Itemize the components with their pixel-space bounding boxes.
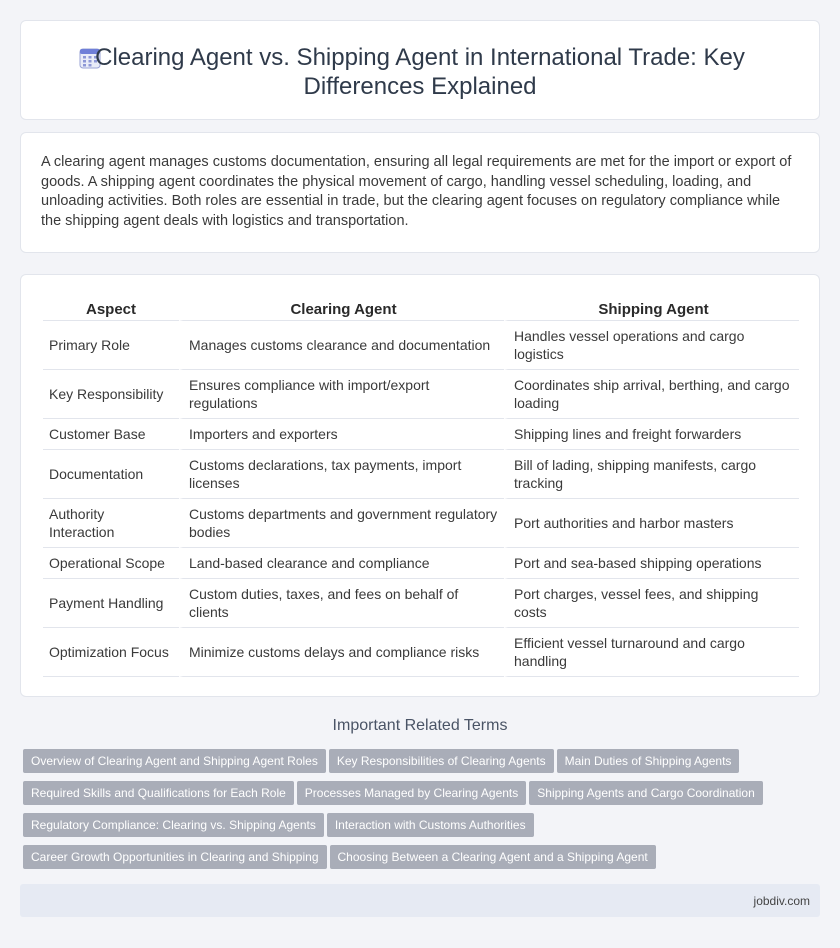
intro-paragraph: A clearing agent manages customs documentation, ensuring all legal requirements are met for the import or export of goods. A shipping agent coordinates the physical movement of cargo, handling vessel scheduling, loading, and unloading activities. Both roles are essential in trade, but the clearing agent focuses on regulatory compliance while the shipping agent deals with logistics and transportation. [41, 154, 792, 229]
row-aspect: Primary Role [43, 321, 179, 370]
table-row [43, 321, 799, 370]
related-term-tag[interactable]: Shipping Agents and Cargo Coordination [529, 781, 763, 805]
related-terms-title: Important Related Terms [332, 717, 508, 734]
title-card [20, 20, 820, 120]
row-clearing: Custom duties, taxes, and fees on behalf of clients [179, 579, 504, 628]
row-shipping: Efficient vessel turnaround and cargo handling [504, 628, 799, 677]
header-shipping-agent: Shipping Agent [504, 295, 799, 321]
header-aspect: Aspect [43, 295, 179, 321]
table-row [43, 450, 799, 499]
table-row [43, 370, 799, 419]
intro-card [20, 132, 820, 253]
related-term-tag[interactable]: Interaction with Customs Authorities [327, 813, 534, 837]
row-aspect: Customer Base [43, 419, 179, 450]
row-aspect: Optimization Focus [43, 628, 179, 677]
related-term-tag[interactable]: Career Growth Opportunities in Clearing and Shipping [23, 845, 327, 869]
related-term-tag[interactable]: Processes Managed by Clearing Agents [297, 781, 526, 805]
row-clearing: Importers and exporters [179, 419, 504, 450]
row-clearing: Land-based clearance and compliance [179, 548, 504, 579]
related-term-tag[interactable]: Regulatory Compliance: Clearing vs. Shipping Agents [23, 813, 324, 837]
footer [20, 884, 820, 917]
row-shipping: Port authorities and harbor masters [504, 499, 799, 548]
comparison-table [43, 295, 799, 677]
table-header-row [43, 295, 799, 321]
row-aspect: Payment Handling [43, 579, 179, 628]
row-aspect: Authority Interaction [43, 499, 179, 548]
row-shipping: Bill of lading, shipping manifests, cargo tracking [504, 450, 799, 499]
row-shipping: Port charges, vessel fees, and shipping costs [504, 579, 799, 628]
row-shipping: Port and sea-based shipping operations [504, 548, 799, 579]
row-clearing: Minimize customs delays and compliance risks [179, 628, 504, 677]
table-row [43, 548, 799, 579]
row-shipping: Handles vessel operations and cargo logistics [504, 321, 799, 370]
row-aspect: Operational Scope [43, 548, 179, 579]
related-term-tag[interactable]: Choosing Between a Clearing Agent and a Shipping Agent [330, 845, 656, 869]
table-row [43, 499, 799, 548]
row-aspect: Key Responsibility [43, 370, 179, 419]
header-clearing-agent: Clearing Agent [179, 295, 504, 321]
related-term-tag[interactable]: Overview of Clearing Agent and Shipping Agent Roles [23, 749, 326, 773]
page-title: Clearing Agent vs. Shipping Agent in International Trade: Key Differences Explained [95, 44, 745, 100]
table-row [43, 579, 799, 628]
related-term-tag[interactable]: Required Skills and Qualifications for Each Role [23, 781, 294, 805]
related-term-tag[interactable]: Main Duties of Shipping Agents [557, 749, 740, 773]
table-row [43, 628, 799, 677]
footer-site-link[interactable]: jobdiv.com [753, 894, 810, 908]
row-clearing: Manages customs clearance and documentation [179, 321, 504, 370]
related-terms-list [23, 749, 823, 877]
row-shipping: Shipping lines and freight forwarders [504, 419, 799, 450]
row-clearing: Customs departments and government regulatory bodies [179, 499, 504, 548]
comparison-card [20, 274, 820, 697]
row-clearing: Customs declarations, tax payments, import licenses [179, 450, 504, 499]
row-shipping: Coordinates ship arrival, berthing, and cargo loading [504, 370, 799, 419]
row-clearing: Ensures compliance with import/export regulations [179, 370, 504, 419]
related-term-tag[interactable]: Key Responsibilities of Clearing Agents [329, 749, 554, 773]
table-row [43, 419, 799, 450]
row-aspect: Documentation [43, 450, 179, 499]
